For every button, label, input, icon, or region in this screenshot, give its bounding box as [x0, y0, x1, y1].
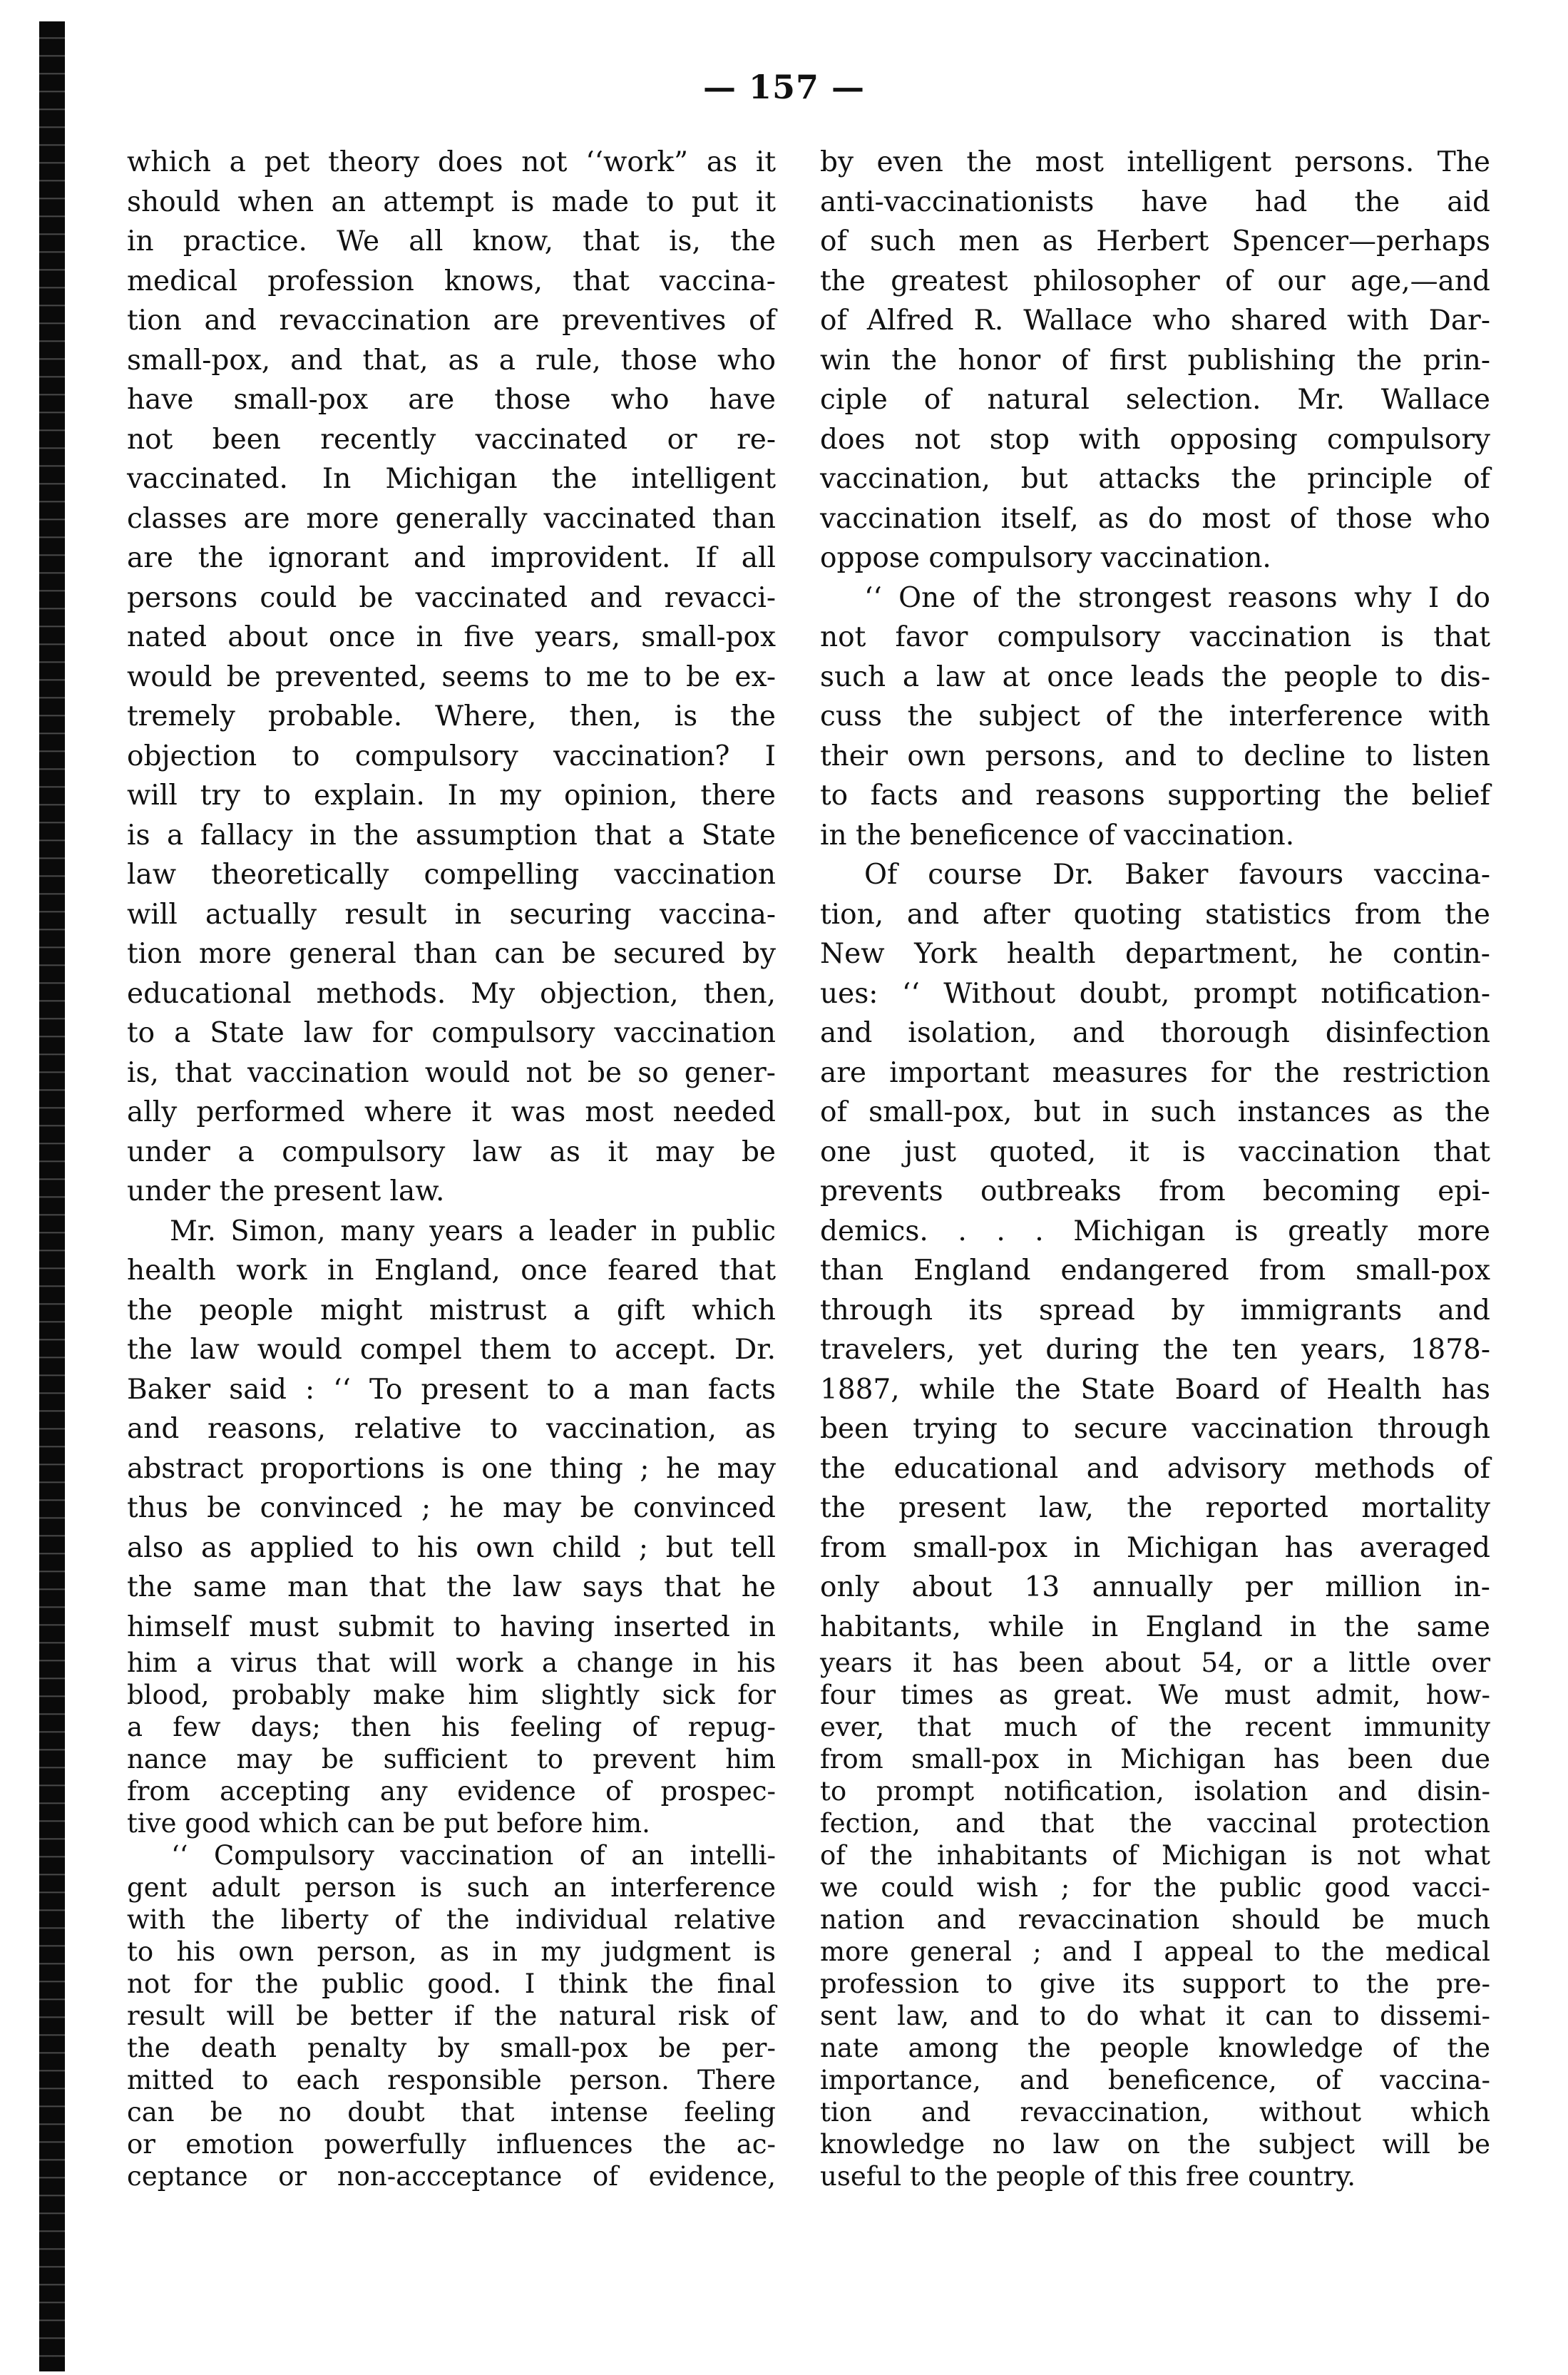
left-column-lower [127, 1647, 776, 2192]
text-line: which a pet theory does not ‘‘work” as it [127, 146, 776, 178]
text-line: in practice. We all know, that is, the [127, 225, 776, 257]
text-line: ally performed where it was most needed [127, 1096, 776, 1128]
right-column-upper [820, 143, 1490, 1647]
page-number: — 157 — [702, 68, 866, 106]
text-line: tion, and after quoting statistics from the [820, 898, 1490, 931]
text-line: the same man that the law says that he [127, 1571, 776, 1603]
text-line: medical profession knows, that vaccina- [127, 265, 776, 297]
text-line: oppose compulsory vaccination. [820, 542, 1271, 574]
text-line: 1887, while the State Board of Health has [820, 1373, 1490, 1406]
text-line: knowledge no law on the subject will be [820, 2129, 1490, 2160]
text-line: of such men as Herbert Spencer—perhaps [820, 225, 1490, 257]
text-line: ceptance or non-accceptance of evidence, [127, 2161, 776, 2192]
right-column-lower [820, 1647, 1490, 2192]
text-line: nate among the people knowledge of the [820, 2033, 1490, 2063]
text-line: habitants, while in England in the same [820, 1610, 1490, 1643]
text-line: is, that vaccination would not be so gener- [127, 1056, 776, 1089]
text-line: from small-pox in Michigan has averaged [820, 1531, 1490, 1564]
left-column-upper [127, 143, 776, 1647]
text-line: vaccinated. In Michigan the intelligent [127, 463, 776, 495]
text-line: useful to the people of this free country. [820, 2161, 1356, 2192]
text-line: four times as great. We must admit, how- [820, 1680, 1490, 1710]
text-line: will actually result in securing vaccina- [127, 898, 776, 931]
text-line: of the inhabitants of Michigan is not what [820, 1840, 1490, 1871]
text-line: nation and revaccination should be much [820, 1904, 1490, 1935]
text-line: in the beneficence of vaccination. [820, 819, 1295, 852]
text-line: nance may be sufficient to prevent him [127, 1744, 776, 1774]
text-line: Of course Dr. Baker favours vaccina- [864, 859, 1490, 891]
text-line: and reasons, relative to vaccination, as [127, 1413, 776, 1445]
text-line: can be no doubt that intense feeling [127, 2097, 776, 2128]
text-line: the law would compel them to accept. Dr. [127, 1334, 776, 1366]
text-line: sent law, and to do what it can to dissemi- [820, 2001, 1490, 2031]
text-line: vaccination, but attacks the principle of [820, 463, 1490, 495]
text-line: only about 13 annually per million in- [820, 1571, 1490, 1603]
text-line: win the honor of first publishing the prin- [820, 344, 1490, 377]
text-line: to facts and reasons supporting the belief [820, 780, 1490, 812]
text-line: nated about once in five years, small-pox [127, 621, 776, 653]
text-line: of Alfred R. Wallace who shared with Dar- [820, 305, 1490, 337]
text-line: tion and revaccination, without which [820, 2097, 1490, 2128]
text-line: travelers, yet during the ten years, 1878- [820, 1334, 1490, 1366]
text-line: profession to give its support to the pre- [820, 1968, 1490, 1999]
text-line: classes are more generally vaccinated than [127, 502, 776, 535]
text-line: fection, and that the vaccinal protection [820, 1808, 1490, 1839]
text-line: have small-pox are those who have [127, 384, 776, 416]
text-line: to prompt notification, isolation and disin- [820, 1776, 1490, 1807]
text-line: been trying to secure vaccination through [820, 1413, 1490, 1445]
text-line: one just quoted, it is vaccination that [820, 1135, 1490, 1168]
text-line: under a compulsory law as it may be [127, 1135, 776, 1168]
text-line: or emotion powerfully influences the ac- [127, 2129, 776, 2160]
text-line: through its spread by immigrants and [820, 1294, 1490, 1327]
text-line: by even the most intelligent persons. The [820, 146, 1490, 178]
text-line: prevents outbreaks from becoming epi- [820, 1175, 1490, 1207]
text-line: also as applied to his own child ; but tell [127, 1531, 776, 1564]
text-line: the greatest philosopher of our age,—and [820, 265, 1490, 297]
text-line: a few days; then his feeling of repug- [127, 1712, 776, 1742]
text-line: would be prevented, seems to me to be ex- [127, 660, 776, 693]
text-line: health work in England, once feared that [127, 1255, 776, 1287]
text-line: ciple of natural selection. Mr. Wallace [820, 384, 1490, 416]
text-line: abstract proportions is one thing ; he may [127, 1452, 776, 1485]
text-line: result will be better if the natural risk of [127, 2001, 776, 2031]
text-line: from accepting any evidence of prospec- [127, 1776, 776, 1807]
page-binding-edge [39, 21, 65, 2371]
text-line: vaccination itself, as do most of those who [820, 502, 1490, 535]
text-line: from small-pox in Michigan has been due [820, 1744, 1490, 1774]
text-line: than England endangered from small-pox [820, 1255, 1490, 1287]
text-line: does not stop with opposing compulsory [820, 423, 1490, 456]
text-line: tive good which can be put before him. [127, 1808, 650, 1839]
text-line: years it has been about 54, or a little over [820, 1648, 1490, 1678]
text-line: tion more general than can be secured by [127, 938, 776, 970]
text-line: their own persons, and to decline to listen [820, 740, 1490, 772]
text-line: tion and revaccination are preventives of [127, 305, 776, 337]
text-line: with the liberty of the individual relative [127, 1904, 776, 1935]
text-line: law theoretically compelling vaccination [127, 859, 776, 891]
text-line: to a State law for compulsory vaccination [127, 1017, 776, 1049]
text-line: should when an attempt is made to put it [127, 185, 776, 218]
text-line: objection to compulsory vaccination? I [127, 740, 776, 772]
text-line: demics. . . . Michigan is greatly more [820, 1215, 1490, 1247]
text-line: not favor compulsory vaccination is that [820, 621, 1490, 653]
text-line: thus be convinced ; he may be convinced [127, 1492, 776, 1524]
text-line: persons could be vaccinated and revacci- [127, 581, 776, 614]
text-line: not been recently vaccinated or re- [127, 423, 776, 456]
text-line: will try to explain. In my opinion, there [127, 780, 776, 812]
text-line: cuss the subject of the interference with [820, 700, 1490, 732]
text-line: of small-pox, but in such instances as the [820, 1096, 1490, 1128]
text-line: gent adult person is such an interference [127, 1872, 776, 1903]
left-column [127, 143, 776, 2192]
text-line: Mr. Simon, many years a leader in public [170, 1215, 776, 1247]
text-line: anti-vaccinationists have had the aid [820, 185, 1490, 218]
text-line: New York health department, he contin- [820, 938, 1490, 970]
text-line: ‘‘ One of the strongest reasons why I do [864, 581, 1490, 614]
text-line: under the present law. [127, 1175, 445, 1207]
text-line: educational methods. My objection, then, [127, 977, 776, 1010]
text-line: importance, and beneficence, of vaccina- [820, 2065, 1490, 2095]
text-line: ever, that much of the recent immunity [820, 1712, 1490, 1742]
text-line: mitted to each responsible person. There [127, 2065, 776, 2095]
text-line: is a fallacy in the assumption that a State [127, 819, 776, 852]
text-line: blood, probably make him slightly sick for [127, 1680, 776, 1710]
text-line: the educational and advisory methods of [820, 1452, 1490, 1485]
text-line: ‘‘ Compulsory vaccination of an intelli- [171, 1840, 776, 1871]
text-line: are important measures for the restriction [820, 1056, 1490, 1089]
text-line: the death penalty by small-pox be per- [127, 2033, 776, 2063]
text-line: more general ; and I appeal to the medical [820, 1936, 1490, 1967]
text-line: himself must submit to having inserted in [127, 1610, 776, 1643]
text-line: we could wish ; for the public good vacci- [820, 1872, 1490, 1903]
text-line: Baker said : ‘‘ To present to a man facts [127, 1373, 776, 1406]
text-line: to his own person, as in my judgment is [127, 1936, 776, 1967]
text-line: tremely probable. Where, then, is the [127, 700, 776, 732]
text-line: are the ignorant and improvident. If all [127, 542, 776, 574]
text-line: not for the public good. I think the final [127, 1968, 776, 1999]
right-column [820, 143, 1490, 2192]
text-line: such a law at once leads the people to dis- [820, 660, 1490, 693]
text-line: him a virus that will work a change in his [127, 1648, 776, 1678]
text-line: ues: ‘‘ Without doubt, prompt notification- [820, 977, 1490, 1010]
text-line: the present law, the reported mortality [820, 1492, 1490, 1524]
text-line: the people might mistrust a gift which [127, 1294, 776, 1327]
text-line: small-pox, and that, as a rule, those who [127, 344, 776, 377]
text-line: and isolation, and thorough disinfection [820, 1017, 1490, 1049]
